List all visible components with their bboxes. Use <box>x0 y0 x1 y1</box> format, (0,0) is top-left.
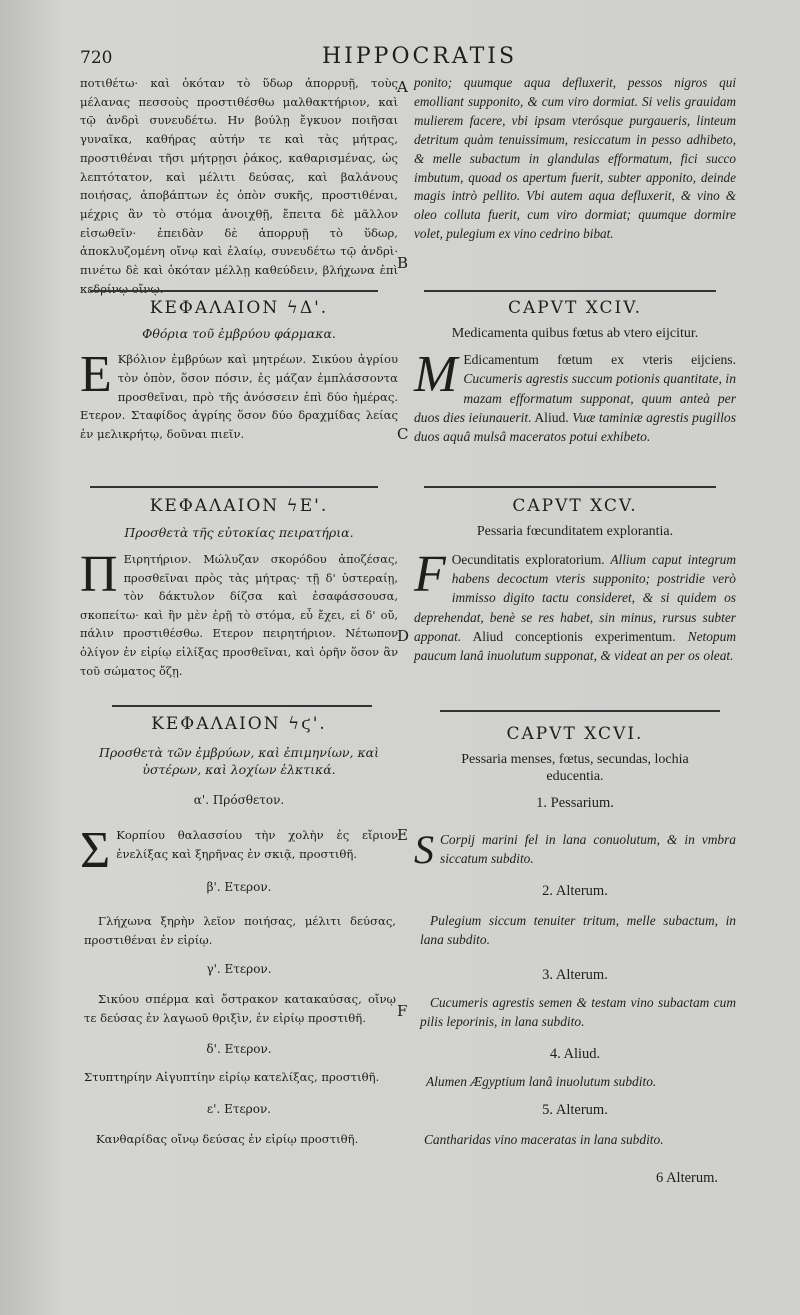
divider <box>90 486 378 488</box>
latin-chapter-subtitle: Pessaria menses, fœtus, secundas, lochia educentia. <box>461 752 689 784</box>
latin-chapter-heading: CAPVT XCVI. <box>506 724 644 744</box>
drop-cap: Σ <box>80 822 111 879</box>
divider <box>424 486 716 488</box>
margin-letter-d: D <box>397 627 410 645</box>
latin-item-heading: 2. Alterum. <box>542 883 608 899</box>
latin-item-heading: 1. Pessarium. <box>536 795 614 811</box>
greek-chapter-subtitle: Προσθετὰ τῶν ἐμβρύων, καὶ ἐπιμηνίων, καὶ ὑστέρων, καὶ λοχίων ἑλκτικά. <box>98 745 380 777</box>
greek-chapter-heading: ΚΕΦΑΛΑΙΟΝ ϟΕ'. <box>149 496 329 516</box>
divider <box>440 710 720 712</box>
greek-chapter-heading: ΚΕΦΑΛΑΙΟΝ ϟϛ'. <box>151 714 327 734</box>
greek-item: Σικύου σπέρμα καὶ ὄστρακον κατακαύσας, οἴνῳ τε δεύσας ἐν λαγωοῦ θριξὶν, ἐν εἰρίῳ προστιθῆ. <box>84 992 396 1025</box>
running-title: HIPPOCRATIS <box>322 44 518 69</box>
drop-cap: M <box>414 346 458 403</box>
greek-item: Σ Κορπίου θαλασσίου τὴν χολὴν ἐς εἴριον ἐνελίξας καὶ ξηρῆνας ἐν σκιᾷ, προστιθῆ. <box>80 822 398 879</box>
latin-continuation: ponito; quumque aqua defluxerit, pessos nigros qui emolliant supponito, & cum viro dormiat. Si velis grauidam mulierem facere, vbi ipsam vterósque purgaueris, linteum detritum quàm tenuissimum, resiccatum in pesso adhibeto, & melle subactum in glandulas efformatum, fici succo imbutum, quoad os apertum fuerit, subter apponito, deinde magis intrò pellito. Vbi autem aqua defluxerit, & vino & oleo colluta fuerit, cum viro dormiat; quumque dormire volet, pulegium ex vino cedrino bibat. <box>414 75 736 242</box>
latin-item-heading: 5. Alterum. <box>542 1102 608 1118</box>
greek-item-heading: δ'. Ετερον. <box>206 1042 272 1056</box>
greek-item: Στυπτηρίην Αἰγυπτίην εἰρίῳ κατελίξας, προστιθῆ. <box>84 1070 380 1084</box>
drop-cap: Π <box>80 546 118 603</box>
latin-item: Pulegium siccum tenuiter tritum, melle subactum, in lana subdito. <box>420 913 736 947</box>
greek-paragraph: Ε Κβόλιον ἐμβρύων καὶ μητρέων. Σικύου ἀγρίου τὸν ὀπὸν, ὅσον πόσιν, ἐς μάζαν ἐμπλάσσοντα προσθεῖναι, πρὸ τῆς ἀνόσσειν ἐπὶ δύο ἡμέρας. Ετερον. Σταφίδος ἀγρίης ὅσον δύο δραχμίδας λείας ἐν μελικρήτῳ, δοῦναι πιεῖν. <box>80 346 398 442</box>
greek-item-heading: γ'. Ετερον. <box>206 962 272 976</box>
latin-chapter-heading: CAPVT XCV. <box>512 496 638 516</box>
latin-chapter-subtitle: Pessaria fœcunditatem explorantia. <box>476 524 674 539</box>
greek-item-heading: α'. Πρόσθετον. <box>193 793 285 807</box>
latin-item: S Corpij marini fel in lana conuolutum, & in vmbra siccatum subdito. <box>414 827 736 872</box>
margin-letter-b: B <box>397 254 409 272</box>
catchword: 6 Alterum. <box>656 1170 719 1186</box>
latin-chapter-subtitle: Medicamenta quibus fœtus ab vtero eijcitur. <box>451 326 699 341</box>
greek-item-heading: ε'. Ετερον. <box>206 1102 272 1116</box>
drop-cap: S <box>414 827 434 872</box>
latin-item: Alumen Ægyptium lanâ inuolutum subdito. <box>426 1074 657 1089</box>
margin-letter-f: F <box>397 1002 408 1020</box>
drop-cap: Ε <box>80 346 112 403</box>
greek-chapter-heading: ΚΕΦΑΛΑΙΟΝ ϟΔ'. <box>149 298 329 318</box>
greek-item: Γλήχωνα ξηρὴν λεῖον ποιήσας, μέλιτι δεύσας, προστιθέναι ἐν εἰρίῳ. <box>84 914 396 947</box>
margin-letter-a: A <box>397 78 408 96</box>
latin-item: Cucumeris agrestis semen & testam vino subactam cum pilis leporinis, in lana subdito. <box>420 995 736 1029</box>
greek-item: Κανθαρίδας οἴνῳ δεύσας ἐν εἰρίῳ προστιθῆ. <box>96 1132 359 1146</box>
drop-cap: F <box>414 546 446 603</box>
greek-item-heading: β'. Ετερον. <box>206 880 272 894</box>
margin-letter-e: E <box>397 826 408 844</box>
greek-paragraph: Π Ειρητήριον. Μώλυζαν σκορόδου ἀποζέσας, προσθεῖναι πρὸς τὰς μήτρας· τῇ δ' ὑστεραίῃ, τὸν δάκτυλον δίζσα καὶ ἐσαφάσσουσα, σκοπείτω· καὶ ἢν μὲν ἐρῇ τὸ στόμα, εὖ ἔχει, εἰ δ' οὔ, πάλιν προστιθέσθω. Ετερον πειρητήριον. Νέτωπον ὀλίγον ἐν εἰρίῳ εἰλίξας προσθεῖναι, καὶ ὁρῆν ὅσον ἂν τοῦ σώματος ὄζῃ. <box>80 546 398 678</box>
page-number: 720 <box>80 48 113 68</box>
greek-continuation: ποτιθέτω· καὶ ὁκόταν τὸ ὕδωρ ἀπορρυῇ, τοὺς μέλανας πεσσοὺς προστιθέσθω μαλθακτήριον, καὶ τῷ ἀνδρὶ συνευδέτω. Ην βούλῃ ἔγκυον ποιῆσαι γυναῖκα, καθήρας αὐτήν τε καὶ τὰς μήτρας, προστιθέναι τῆσι μήτρῃσι ῥάκος, καθαρισμένας, ὡς λεπτότατον, καὶ μέλιτι δεύσας, καὶ βαλάνους ποιήσας, ἀποβάπτων ἐς ὀπὸν συκῆς, προστιθέναι, μέχρις ἂν τὸ στόμα ἀνοιχθῇ, ἔπειτα δὲ μᾶλλον εἰσωθεῖν· ἐπειδὰν δὲ ἀπορρυῇ τὸ ὕδωρ, ἀποκλυζομένη οἴνῳ καὶ ἐλαίῳ, συνευδέτω τῷ ἀνδρὶ· πινέτω δὲ καὶ ὁκόταν μέλλῃ καθεύδειν, βλήχωνα ἐπὶ κεδρίνῳ οἴνῳ. <box>80 76 398 296</box>
divider <box>112 705 372 707</box>
margin-letter-c: C <box>397 425 409 443</box>
latin-item-heading: 3. Alterum. <box>542 967 608 983</box>
latin-paragraph: M Edicamentum fœtum ex vteris eijciens. Cucumeris agrestis succum potionis quantitate, in mazam efformatum supponat, quum anteà per duos dies ieiunauerit. Aliud. Vuæ taminiæ agrestis pugillos duos aquâ mulsâ maceratos potui exhibeto. <box>414 346 736 445</box>
latin-item: Cantharidas vino maceratas in lana subdito. <box>424 1132 664 1147</box>
greek-chapter-subtitle: Προσθετὰ τῆς εὐτοκίας πειρατήρια. <box>124 525 354 540</box>
latin-chapter-heading: CAPVT XCIV. <box>508 298 642 318</box>
divider <box>90 290 378 292</box>
latin-paragraph: F Oecunditatis exploratorium. Allium caput integrum habens decoctum vteris supponito; postridie verò immisso digito tactu consideret, & si quidem os deprehendat, benè se res habet, sin minus, rursus subter apponat. Aliud conceptionis experimentum. Netopum paucum lanâ inuolutum supponat, & videat an per os oleat. <box>414 546 737 664</box>
divider <box>424 290 716 292</box>
latin-item-heading: 4. Aliud. <box>549 1046 601 1062</box>
greek-chapter-subtitle: Φθόρια τοῦ ἐμβρύου φάρμακα. <box>142 326 336 341</box>
